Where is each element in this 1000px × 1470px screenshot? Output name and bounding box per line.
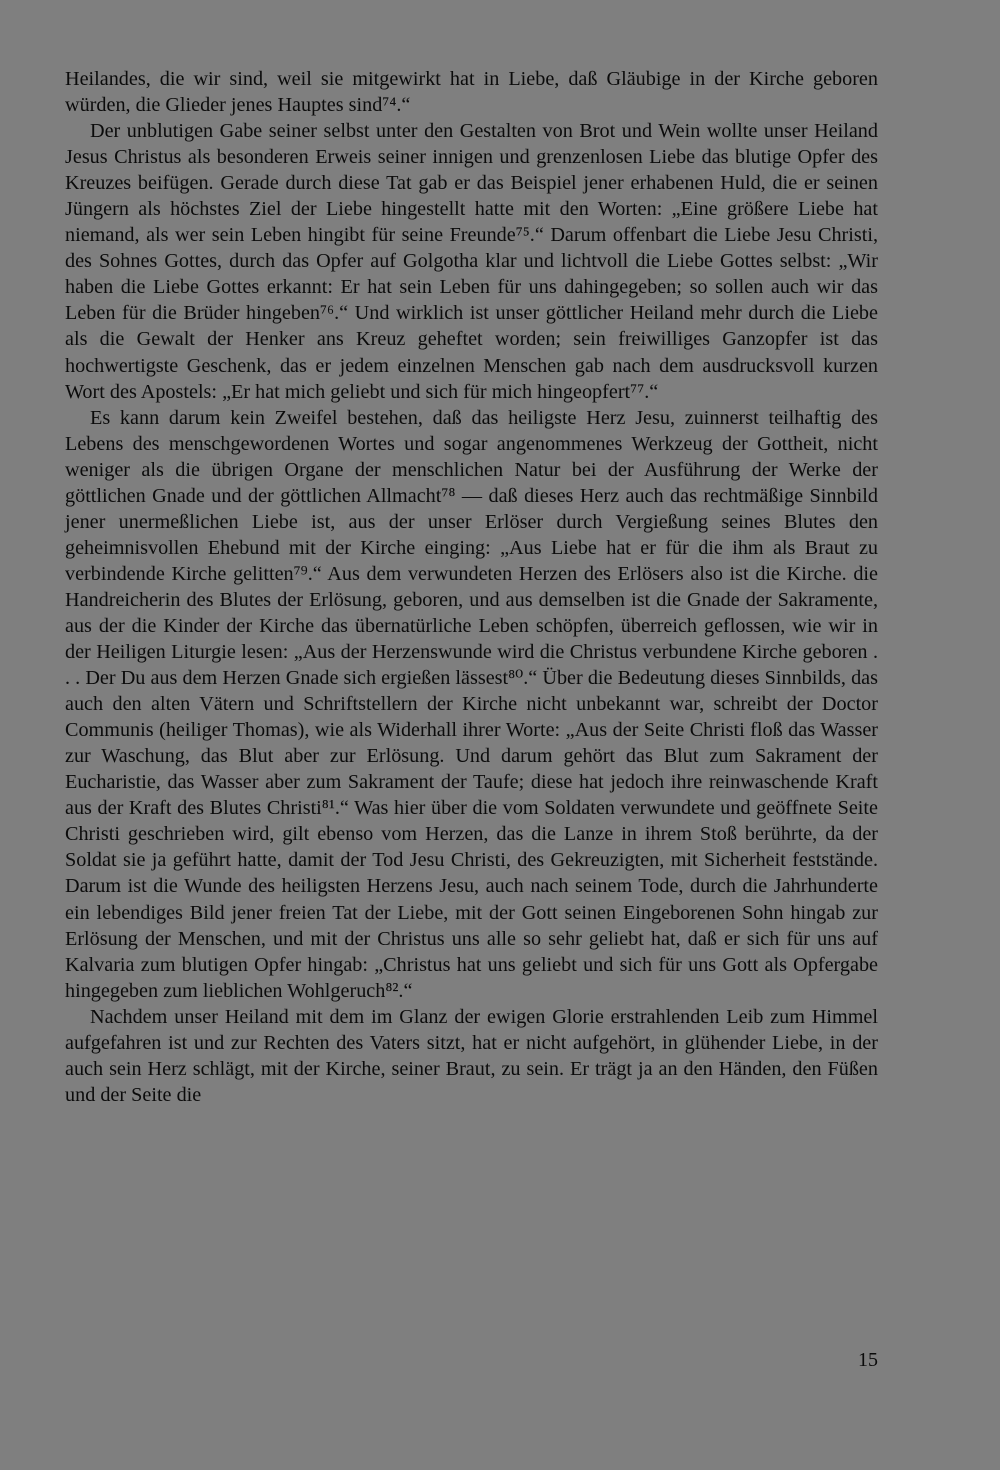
paragraph-ascension: Nachdem unser Heiland mit dem im Glanz der ewigen Glorie erstrahlenden Leib zum Himmel aufgefahren ist und zur Rechten des Vaters sitzt, hat er nicht aufgehört, in glühender Liebe, in der auch sein Herz schlägt, mit der Kirche, seiner Braut, zu sein. Er trägt ja an den Händen, den Füßen und der Seite die [65,1005,878,1106]
page-body [65,66,878,1108]
paragraph-sacred-heart-symbol: Es kann darum kein Zweifel bestehen, daß das heiligste Herz Jesu, zuinnerst teilhaftig des Lebens des menschgewordenen Wortes und sogar angenommenes Werkzeug der Gottheit, nicht weniger als die übrigen Organe der menschlichen Natur bei der Ausführung der Werke der göttlichen Gnade und der göttlichen Allmacht⁷⁸ — daß dieses Herz auch das rechtmäßige Sinnbild jener unermeßlichen Liebe ist, aus der unser Erlöser durch Vergießung seines Blutes den geheimnisvollen Ehebund mit der Kirche einging: „Aus Liebe hat er für die ihm als Braut zu verbindende Kirche gelitten⁷⁹.“ Aus dem verwundeten Herzen des Erlösers also ist die Kirche. die Handreicherin des Blutes der Erlösung, geboren, und aus demselben ist die Gnade der Sakramente, aus der die Kinder der Kirche das übernatürliche Leben schöpfen, überreich geflossen, wie wir in der Heiligen Liturgie lesen: „Aus der Herzenswunde wird die Christus verbundene Kirche geboren . . . Der Du aus dem Herzen Gnade sich ergießen lässest⁸⁰.“ Über die Bedeutung dieses Sinnbilds, das auch den alten Vätern und Schriftstellern der Kirche nicht unbekannt war, schreibt der Doctor Communis (heiliger Thomas), wie als Widerhall ihrer Worte: „Aus der Seite Christi floß das Wasser zur Waschung, das Blut aber zur Erlösung. Und darum gehört das Blut zum Sakrament der Eucharistie, das Wasser aber zum Sakrament der Taufe; diese hat jedoch ihre reinwaschende Kraft aus der Kraft des Blutes Christi⁸¹.“ Was hier über die vom Soldaten verwundete und geöffnete Seite Christi geschrieben wird, gilt ebenso vom Herzen, das die Lanze in ihrem Stoß berührte, da der Soldat sie ja geführt hatte, damit der Tod Jesu Christi, des Gekreuzigten, mit Sicherheit feststände. Darum ist die Wunde des heiligsten Herzens Jesu, auch nach seinem Tode, durch die Jahrhunderte ein lebendiges Bild jener freien Tat der Liebe, mit der Gott seinen Eingeborenen Sohn hingab zur Erlösung der Menschen, und mit der Christus uns alle so sehr geliebt hat, daß er sich für uns auf Kalvaria zum blutigen Opfer hingab: „Christus hat uns geliebt und sich für uns Gott als Opfergabe hingegeben zum lieblichen Wohlgeruch⁸².“ [65,406,878,1002]
paragraph-continuation: Heilandes, die wir sind, weil sie mitgewirkt hat in Liebe, daß Gläubige in der Kirche geboren würden, die Glieder jenes Hauptes sind⁷⁴.“ [65,68,878,117]
page-number: 15 [858,1349,878,1371]
paragraph-sacrifice: Der unblutigen Gabe seiner selbst unter den Gestalten von Brot und Wein wollte unser Heiland Jesus Christus als besonderen Erweis seiner innigen und grenzenlosen Liebe das blutige Opfer des Kreuzes beifügen. Gerade durch diese Tat gab er das Beispiel jener erhabenen Huld, die er seinen Jüngern als höchstes Ziel der Liebe hingestellt hatte mit den Worten: „Eine größere Liebe hat niemand, als wer sein Leben hingibt für seine Freunde⁷⁵.“ Darum offenbart die Liebe Jesu Christi, des Sohnes Gottes, durch das Opfer auf Golgotha klar und lichtvoll die Liebe Gottes selbst: „Wir haben die Liebe Gottes erkannt: Er hat sein Leben für uns dahingegeben; so sollen auch wir das Leben für die Brüder hingeben⁷⁶.“ Und wirklich ist unser göttlicher Heiland mehr durch die Liebe als die Gewalt der Henker ans Kreuz geheftet worden; sein freiwilliges Ganzopfer ist das hochwertigste Geschenk, das er jedem einzelnen Menschen gab nach dem ausdrucksvoll kurzen Wort des Apostels: „Er hat mich geliebt und sich für mich hingeopfert⁷⁷.“ [65,120,878,403]
